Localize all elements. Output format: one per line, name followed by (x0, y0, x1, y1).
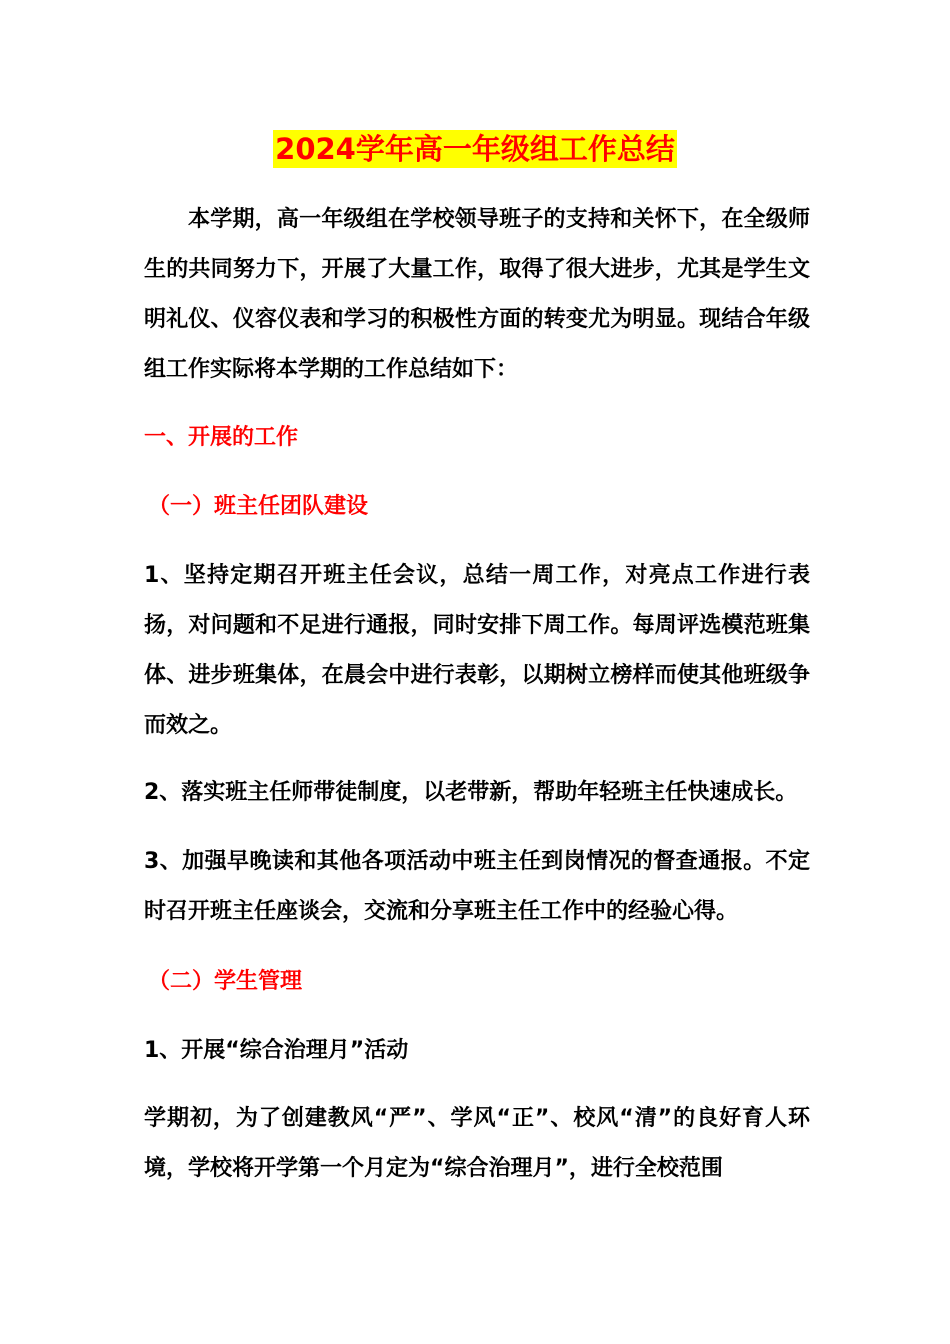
title-container (0, 130, 950, 168)
list-item: 3、加强早晚读和其他各项活动中班主任到岗情况的督查通报。不定时召开班主任座谈会，交流和分享班主任工作中的经验心得。 (144, 849, 810, 924)
list-item: 2、落实班主任师带徒制度，以老带新，帮助年轻班主任快速成长。 (144, 780, 798, 805)
section-heading-work: 一、开展的工作 (144, 425, 299, 450)
governance-paragraph: 学期初，为了创建教风“严”、学风“正”、校风“清”的良好育人环境，学校将开学第一个月定为“综合治理月”，进行全校范围 (144, 1106, 810, 1181)
intro-paragraph: 本学期，高一年级组在学校领导班子的支持和关怀下，在全级师生的共同努力下，开展了大量工作，取得了很大进步，尤其是学生文明礼仪、仪容仪表和学习的积极性方面的转变尤为明显。现结合年级组工作实际将本学期的工作总结如下： (144, 207, 810, 382)
subsection-heading-teacher-team: （一）班主任团队建设 (148, 494, 369, 519)
subsection-heading-student-management: （二）学生管理 (148, 969, 303, 994)
list-item: 1、坚持定期召开班主任会议，总结一周工作，对亮点工作进行表扬，对问题和不足进行通报，同时安排下周工作。每周评选模范班集体、进步班集体，在晨会中进行表彰，以期树立榜样而使其他班级争而效之。 (144, 563, 810, 738)
document-title: 2024学年高一年级组工作总结 (275, 132, 675, 166)
item-title-governance-month: 1、开展“综合治理月”活动 (144, 1038, 409, 1063)
